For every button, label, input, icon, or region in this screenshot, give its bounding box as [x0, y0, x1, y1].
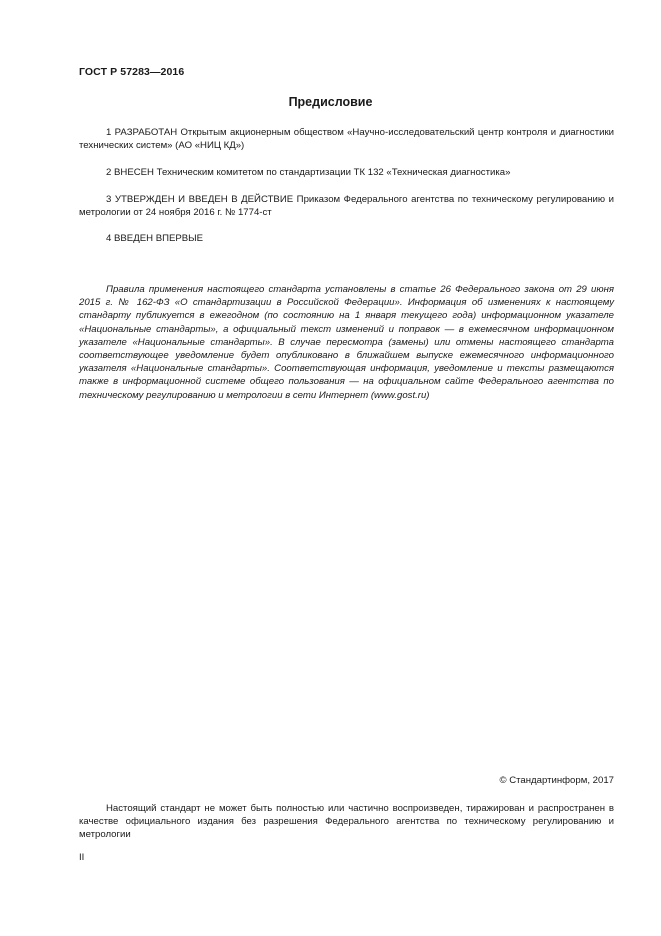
preface-item-2: 2 ВНЕСЕН Техническим комитетом по стандартизации ТК 132 «Техническая диагностика» — [106, 167, 511, 178]
reproduction-notice: Настоящий стандарт не может быть полностью или частично воспроизведен, тиражирован и распространен в качестве официального издания без разрешения Федерального агентства по техническому регулированию и метрологии — [79, 803, 614, 840]
page-number: II — [79, 852, 85, 863]
copyright-line: © Стандартинформ, 2017 — [499, 775, 614, 786]
page-title: Предисловие — [288, 95, 373, 109]
preface-item-3: 3 УТВЕРЖДЕН И ВВЕДЕН В ДЕЙСТВИЕ Приказом Федерального агентства по техническому регулированию и метрологии от 24 ноября 2016 г. № 1774-ст — [79, 194, 614, 218]
preface-item-1: 1 РАЗРАБОТАН Открытым акционерным обществом «Научно-исследовательский центр контроля и диагностики технических систем» (АО «НИЦ КД») — [79, 127, 614, 151]
application-rules-notice: Правила применения настоящего стандарта установлены в статье 26 Федерального закона от 29 июня 2015 г. № 162-ФЗ «О стандартизации в Российской Федерации». Информация об изменениях к настоящему стандарту публикуется в ежегодном (по состоянию на 1 января текущего года) информационном указателе «Национальные стандарты», а официальный текст изменений и поправок — в ежемесячном информационном указателе «Национальные стандарты». В случае пересмотра (замены) или отмены настоящего стандарта соответствующее уведомление будет опубликовано в ближайшем выпуске ежемесячного информационного указателя «Национальные стандарты». Соответствующая информация, уведомление и тексты размещаются также в информационной системе общего пользования — на официальном сайте Федерального агентства по техническому регулированию и метрологии в сети Интернет (www.gost.ru) — [79, 284, 614, 401]
document-code-header: ГОСТ Р 57283—2016 — [79, 66, 185, 78]
preface-item-4: 4 ВВЕДЕН ВПЕРВЫЕ — [106, 233, 204, 244]
